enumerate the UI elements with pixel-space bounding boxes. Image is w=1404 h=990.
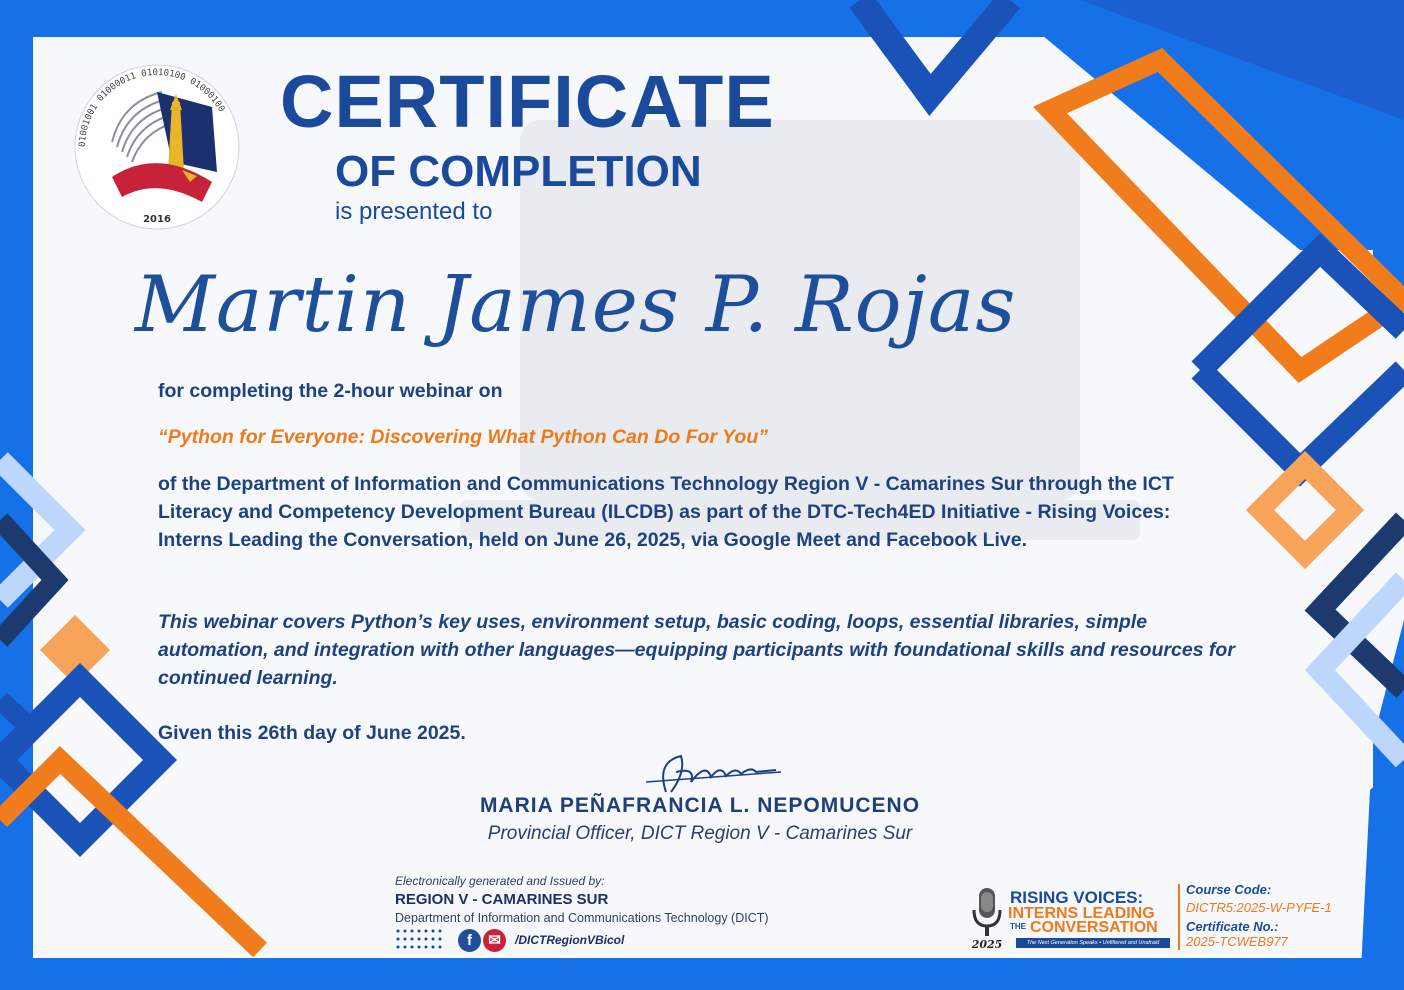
intro-text: for completing the 2-hour webinar on xyxy=(158,380,503,402)
rising-voices-line2: INTERNS LEADING xyxy=(1008,905,1155,922)
presented-to-label: is presented to xyxy=(335,198,493,225)
webinar-description: This webinar covers Python’s key uses, environment setup, basic coding, loops, essential libraries, simple automation, and integration with other languages—equipping participants with foundational skills and resources for continued learning. xyxy=(158,611,1235,689)
webinar-title: “Python for Everyone: Discovering What Python Can Do For You” xyxy=(158,426,768,448)
course-code-label: Course Code: xyxy=(1186,882,1272,897)
signatory-role: Provincial Officer, DICT Region V - Camarines Sur xyxy=(487,823,913,844)
issuer-region: REGION V - CAMARINES SUR xyxy=(395,891,609,908)
social-handle: /DICTRegionVBicol xyxy=(515,933,625,947)
dots-pattern-icon xyxy=(395,928,449,950)
rising-voices-title: RISING VOICES: xyxy=(1010,888,1144,907)
signatory-name: MARIA PEÑAFRANCIA L. NEPOMUCENO xyxy=(479,794,921,817)
course-code-value: DICTR5:2025-W-PYFE-1 xyxy=(1186,900,1332,915)
certificate-number-label: Certificate No.: xyxy=(1186,919,1279,934)
seal-year: 2016 xyxy=(143,214,171,225)
seal-binary-ring xyxy=(72,62,242,232)
logo-divider xyxy=(1178,884,1180,950)
recipient-name: Martin James P. Rojas xyxy=(135,260,1017,350)
rising-voices-year: 2025 xyxy=(971,938,1003,950)
seal-binary-text: 01001001 01000011 01010100 01000100 xyxy=(77,67,227,148)
microphone-icon xyxy=(966,886,1008,950)
rising-voices-tagline: The Next Generation Speaks • Unfiltered and Unafraid xyxy=(1016,938,1170,948)
rising-voices-the: THE xyxy=(1010,922,1026,931)
svg-text:01001001 01000011 01010100 010 xyxy=(78,68,226,147)
rising-voices-line3: CONVERSATION xyxy=(1030,919,1158,936)
signature-image xyxy=(636,752,786,798)
facebook-icon[interactable]: f xyxy=(458,929,481,952)
certificate-title: CERTIFICATE xyxy=(280,60,775,143)
email-icon[interactable]: ✉ xyxy=(483,929,506,952)
given-date: Given this 26th day of June 2025. xyxy=(158,722,466,744)
certificate-number-value: 2025-TCWEB977 xyxy=(1186,934,1288,949)
body-text: of the Department of Information and Communications Technology Region V - Camarines Sur through the ICT Literacy and Competency Development Bureau (ILCDB) as part of the DTC-Tech4ED Initiative - Rising Voices: Interns Leading the Conversation, held on June 26, 2025, via Google Meet and Facebook Live. xyxy=(158,473,1174,551)
certificate-subtitle: OF COMPLETION xyxy=(335,147,702,196)
issued-by-label: Electronically generated and Issued by: xyxy=(395,874,605,888)
issuer-department: Department of Information and Communications Technology (DICT) xyxy=(395,911,769,925)
